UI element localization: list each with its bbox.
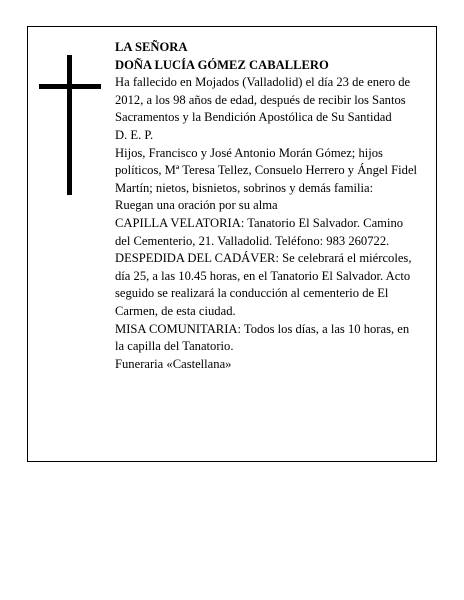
family-list: Hijos, Francisco y José Antonio Morán Gómez; hijos políticos, Mª Teresa Tellez, Consuelo Herrero y Ángel Fidel Martín; nietos, bisnietos, sobrinos y demás familia:: [115, 145, 418, 195]
cross-icon: [39, 55, 101, 195]
cross-vertical-bar: [67, 55, 72, 195]
rip-line: D. E. P.: [115, 127, 154, 142]
obituary-text: [115, 39, 420, 373]
mass-info: MISA COMUNITARIA: Todos los días, a las 10 horas, en la capilla del Tanatorio.: [115, 321, 410, 354]
funeral-home: Funeraria «Castellana»: [115, 356, 232, 371]
death-announcement: Ha fallecido en Mojados (Valladolid) el día 23 de enero de 2012, a los 98 años de edad, después de recibir los Santos Sacramentos y la Bendición Apostólica de Su Santidad: [115, 75, 411, 125]
cross-horizontal-bar: [39, 84, 101, 89]
farewell-info: DESPEDIDA DEL CADÁVER: Se celebrará el miércoles, día 25, a las 10.45 horas, en el Tanatorio El Salvador. Acto seguido se realizará la conducción al cementerio de El Carmen, de esta ciudad.: [115, 251, 412, 318]
obituary-notice: [27, 26, 437, 462]
title-line: LA SEÑORA: [115, 40, 188, 54]
chapel-info: CAPILLA VELATORIA: Tanatorio El Salvador. Camino del Cementerio, 21. Valladolid. Teléfono: 983 260722.: [115, 215, 404, 248]
deceased-name: DOÑA LUCÍA GÓMEZ CABALLERO: [115, 57, 329, 72]
prayer-request: Ruegan una oración por su alma: [115, 198, 278, 213]
